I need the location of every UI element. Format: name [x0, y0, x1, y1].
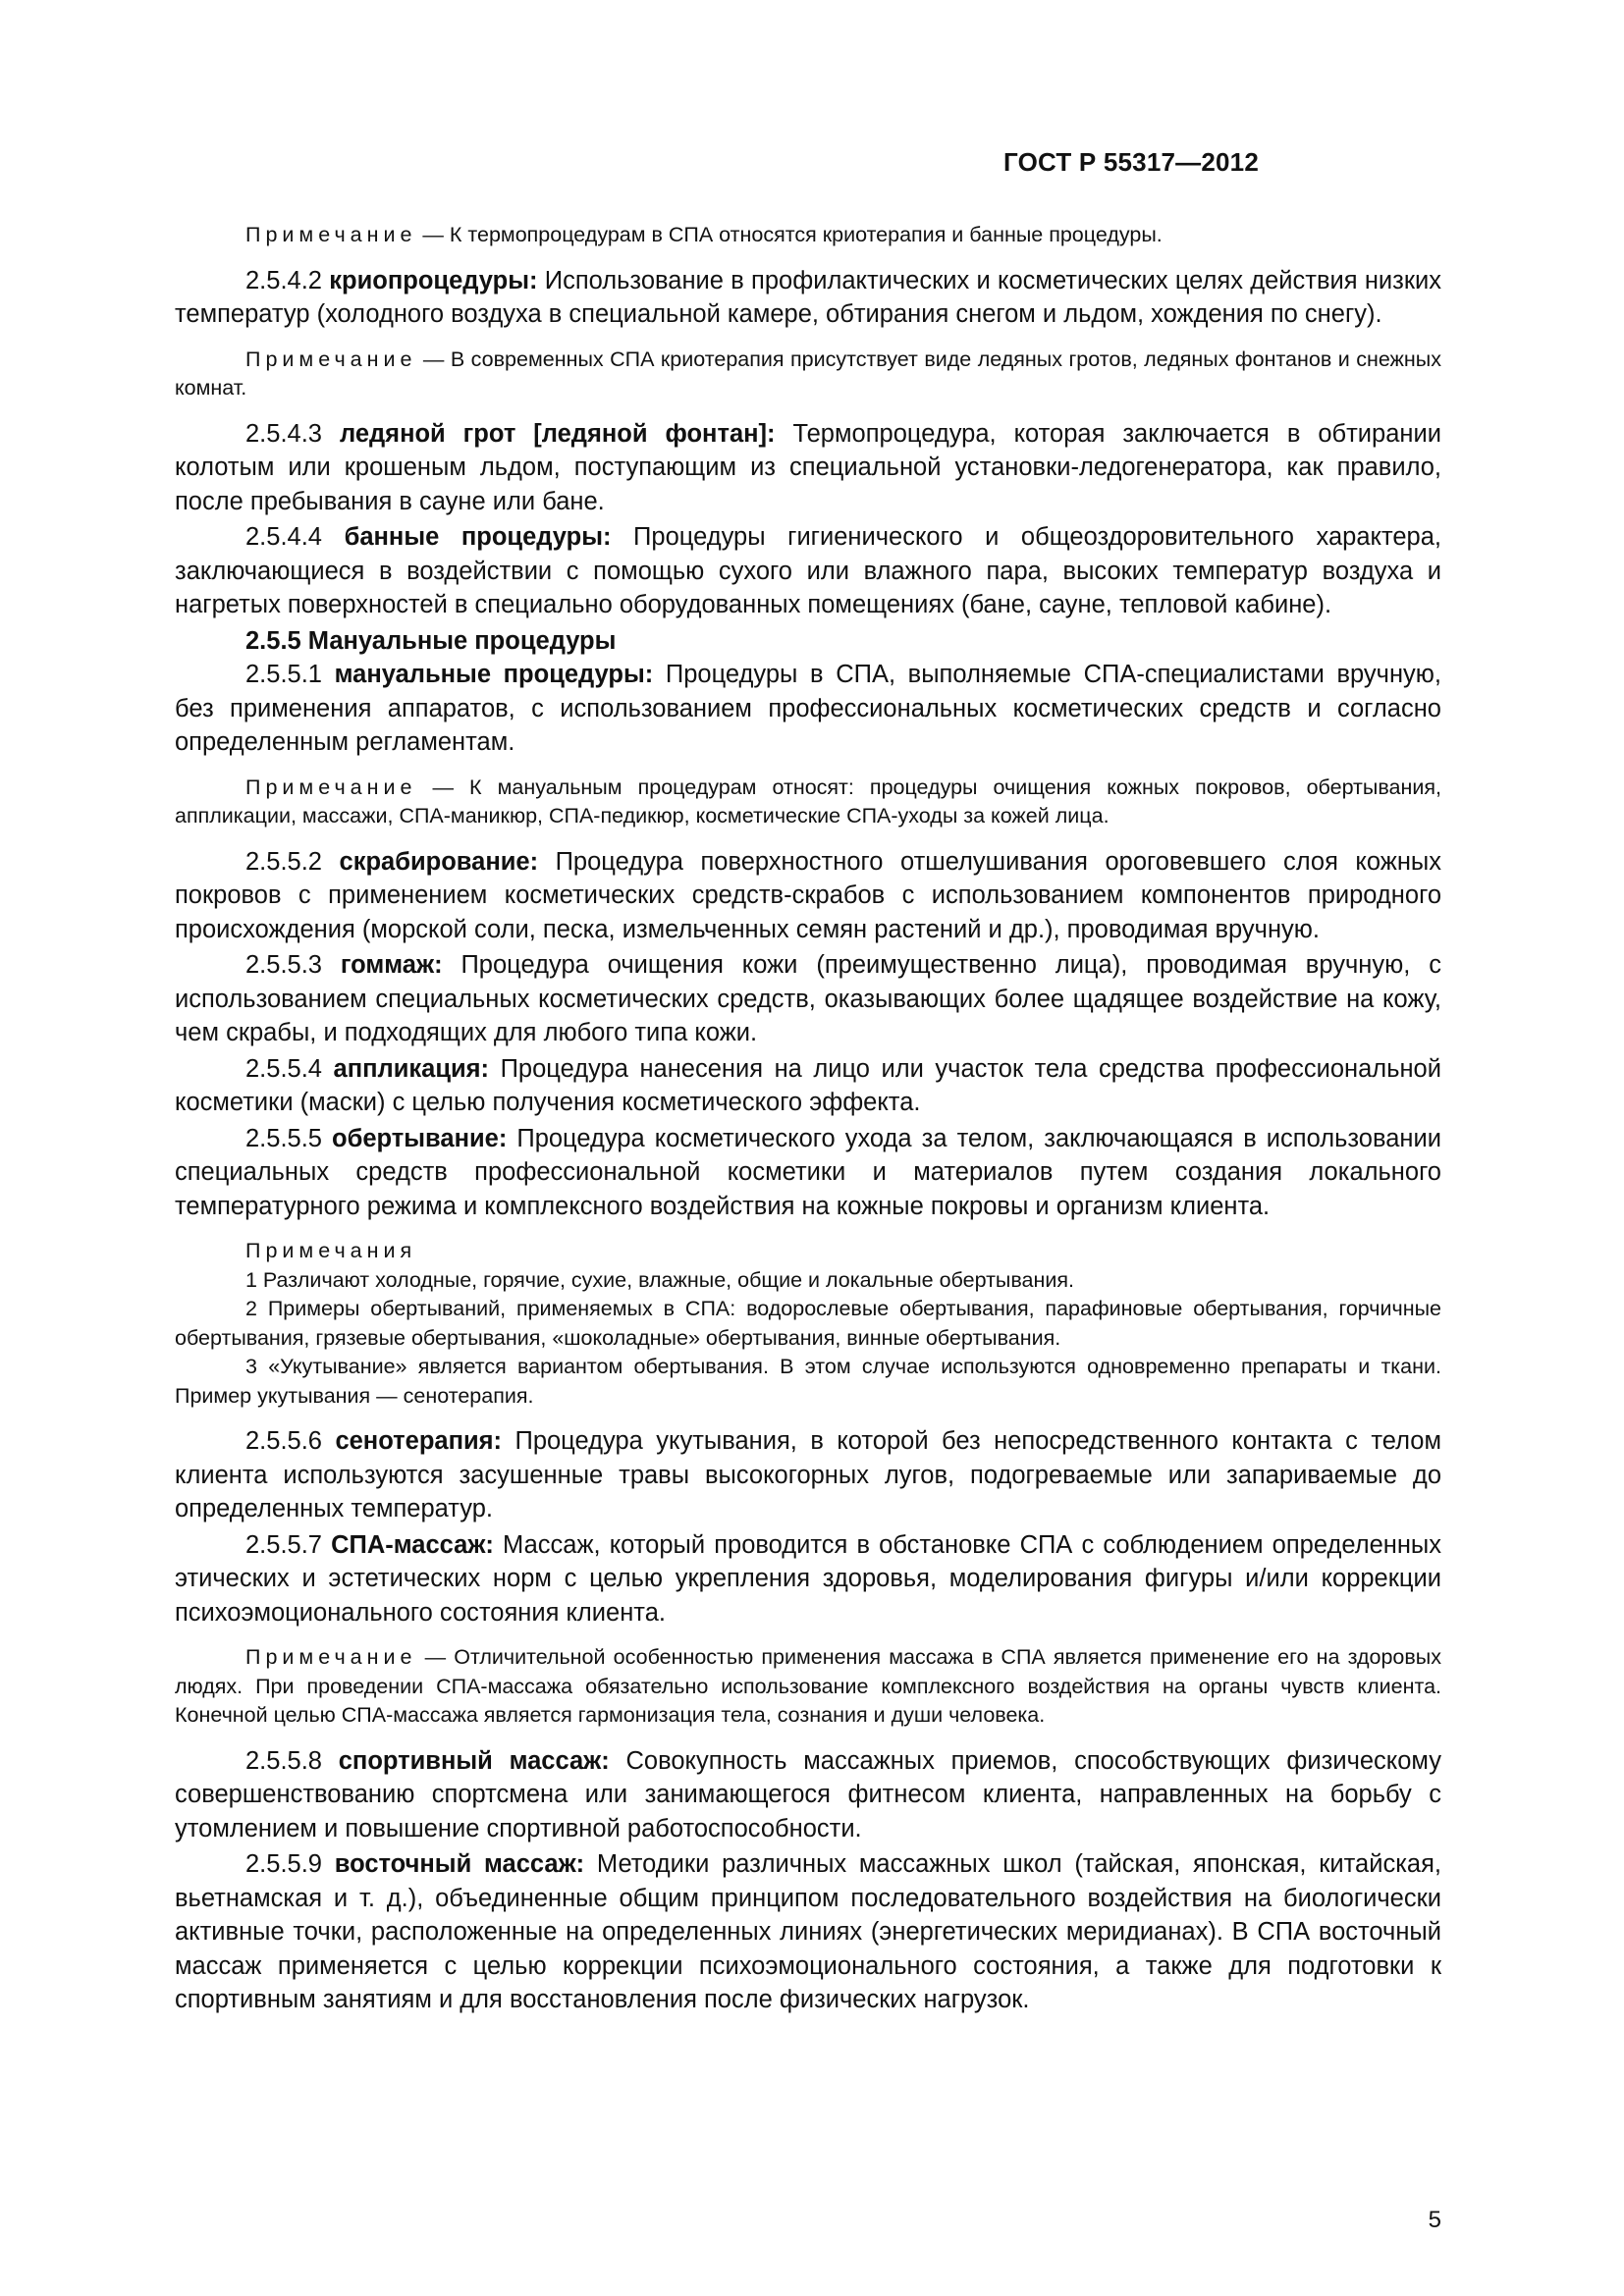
term: восточный массаж:	[334, 1850, 585, 1878]
note-text: — К термопроцедурам в СПА относятся криотерапия и банные процедуры.	[416, 223, 1163, 246]
term-number: 2.5.4.4	[245, 523, 345, 551]
term-text: Процедура нанесения на лицо или участок тела средства профессиональной косметики (маски) с целью получения косметического эффекта.	[175, 1054, 1441, 1116]
term-text: Массаж, который проводится в обстановке СПА с соблюдением определенных этических и эстетических норм с целью укрепления здоровья, моделирования фигуры и/или коррекции психоэмоционального состояния клиента.	[175, 1530, 1441, 1627]
term-definition	[175, 520, 1441, 622]
document-body	[175, 221, 1441, 2019]
term-text: Термопроцедура, которая заключается в обтирании колотым или крошеным льдом, поступающим из специальной установки-ледогенератора, как правило, после пребывания в сауне или бане.	[175, 419, 1441, 515]
notes-label-text: Примечания	[245, 1239, 417, 1262]
note-label: Примечание	[245, 774, 417, 799]
note-text: — Отличительной особенностью применения массажа в СПА является применение его на здоровых людях. При проведении СПА-массажа обязательно использование комплексного воздействия на органы чувств клиента. Конечной целью СПА-массажа является гармонизация тела, сознания и души человека.	[175, 1645, 1441, 1727]
term: скрабирование:	[339, 847, 539, 876]
notes-block	[175, 1237, 1441, 1411]
term-definition	[175, 658, 1441, 760]
term-text: Процедуры гигиенического и общеоздоровительного характера, заключающиеся в воздействии с помощью сухого или влажного пара, высоких температур воздуха и нагретых поверхностей в специально оборудованных помещениях (бане, сауне, тепловой кабине).	[175, 523, 1441, 618]
note-text: — В современных СПА криотерапия присутствует виде ледяных гротов, ледяных фонтанов и снежных комнат.	[175, 347, 1441, 400]
notes-label	[175, 1237, 1441, 1266]
term: СПА-массаж:	[331, 1530, 494, 1559]
term-text: Процедура поверхностного отшелушивания ороговевшего слоя кожных покровов с применением косметических средств-скрабов с использованием компонентов природного происхождения (морской соли, песка, измельченных семян растений и др.), проводимая вручную.	[175, 847, 1441, 943]
term: криопроцедуры:	[329, 266, 538, 294]
term-definition	[175, 1122, 1441, 1224]
note	[175, 1643, 1441, 1731]
term-text: Процедуры в СПА, выполняемые СПА-специалистами вручную, без применения аппаратов, с использованием профессиональных косметических средств и согласно определенным регламентам.	[175, 661, 1441, 756]
notes-item: 3 «Укутывание» является вариантом обертывания. В этом случае используются одновременно препараты и ткани. Пример укутывания — сенотерапия.	[175, 1355, 1441, 1408]
note	[175, 221, 1441, 250]
term-text: Процедура укутывания, в которой без непосредственного контакта с телом клиента используются засушенные травы высокогорных лугов, подогреваемые или запариваемые до определенных температур.	[175, 1427, 1441, 1522]
term-definition	[175, 1424, 1441, 1526]
term-text: Процедура косметического ухода за телом, заключающаяся в использовании специальных средств профессиональной косметики и материалов путем создания локального температурного режима и комплексного воздействия на кожные покровы и организм клиента.	[175, 1124, 1441, 1220]
note	[175, 774, 1441, 831]
term-definition	[175, 845, 1441, 947]
term-number: 2.5.5.4	[245, 1054, 334, 1083]
term: гоммаж:	[340, 951, 443, 979]
term-definition	[175, 1744, 1441, 1846]
term-definition	[175, 264, 1441, 332]
term-text: Методики различных массажных школ (тайская, японская, китайская, вьетнамская и т. д.), объединенные общим принципом последовательного воздействия на биологически активные точки, расположенные на определенных линиях (энергетических меридианах). В СПА восточный массаж применяется с целью коррекции психоэмоционального состояния, а также для подготовки к спортивным занятиям и для восстановления после физических нагрузок.	[175, 1850, 1441, 2013]
term-definition	[175, 1528, 1441, 1630]
term: банные процедуры:	[344, 523, 612, 551]
note-label: Примечание	[245, 223, 417, 246]
term-number: 2.5.5.2	[245, 847, 340, 876]
notes-item: 2 Примеры обертываний, применяемых в СПА: водорослевые обертывания, парафиновые обертывания, горчичные обертывания, грязевые обертывания, «шоколадные» обертывания, винные обертывания.	[175, 1297, 1441, 1350]
term-number: 2.5.5.6	[245, 1427, 336, 1455]
note-text: — К мануальным процедурам относят: процедуры очищения кожных покровов, обертывания, аппликации, массажи, СПА-маникюр, СПА-педикюр, косметические СПА-уходы за кожей лица.	[175, 774, 1441, 828]
page-number: 5	[1428, 2207, 1441, 2233]
document-code-header: ГОСТ Р 55317—2012	[1003, 147, 1259, 177]
term-number: 2.5.4.2	[245, 266, 330, 294]
note-label: Примечание	[245, 347, 417, 371]
term-number: 2.5.5.9	[245, 1850, 335, 1878]
notes-item: 1 Различают холодные, горячие, сухие, влажные, общие и локальные обертывания.	[245, 1267, 1075, 1292]
term: мануальные процедуры:	[334, 661, 654, 688]
term-definition	[175, 948, 1441, 1050]
section-heading: 2.5.5 Мануальные процедуры	[245, 626, 617, 655]
term-number: 2.5.5.5	[245, 1124, 333, 1152]
term: обертывание:	[332, 1124, 508, 1152]
term-number: 2.5.5.7	[245, 1530, 332, 1559]
term-definition	[175, 417, 1441, 519]
term-number: 2.5.5.8	[245, 1746, 339, 1775]
term-definition	[175, 1847, 1441, 2017]
term-text: Процедура очищения кожи (преимущественно лица), проводимая вручную, с использованием специальных косметических средств, оказывающих более щадящее воздействие на кожу, чем скрабы, и подходящих для любого типа кожи.	[175, 951, 1441, 1046]
term: сенотерапия:	[335, 1427, 503, 1455]
term-number: 2.5.5.1	[245, 661, 335, 688]
note	[175, 346, 1441, 403]
term: ледяной грот [ледяной фонтан]:	[339, 419, 776, 448]
term: аппликация:	[333, 1054, 490, 1083]
note-label: Примечание	[245, 1645, 417, 1669]
term-number: 2.5.5.3	[245, 951, 341, 979]
term-definition	[175, 1052, 1441, 1120]
term-text: Совокупность массажных приемов, способствующих физическому совершенствованию спортсмена или занимающегося фитнесом клиента, направленных на борьбу с утомлением и повышение спортивной работоспособности.	[175, 1746, 1441, 1842]
term: спортивный массаж:	[338, 1746, 610, 1775]
term-number: 2.5.4.3	[245, 419, 340, 448]
term-text: Использование в профилактических и косметических целях действия низких температур (холодного воздуха в специальной камере, обтирания снегом и льдом, хождения по снегу).	[175, 266, 1441, 328]
